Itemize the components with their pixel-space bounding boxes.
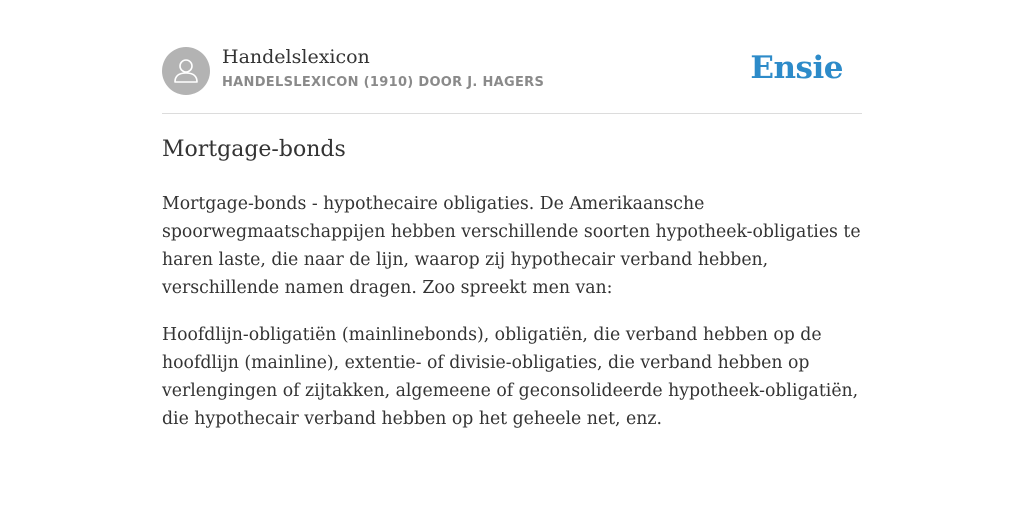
source-label: HANDELSLEXICON (1910) DOOR J. HAGERS (222, 75, 545, 90)
ensie-logo[interactable]: Ensie (750, 50, 843, 86)
entry-title: Mortgage-bonds (162, 137, 346, 162)
author-name[interactable]: Handelslexicon (222, 46, 370, 68)
entry-card (162, 0, 862, 429)
user-silhouette-icon (162, 47, 210, 95)
user-avatar-icon[interactable] (162, 47, 210, 95)
entry-paragraph: Mortgage-bonds - hypothecaire obligaties. De Amerikaansche spoorwegmaatschappijen hebben verschillende soorten hypotheek-obligaties te haren laste, die naar de lijn, waarop zij hypothecair verband hebben, verschillende namen dragen. Zoo spreekt men van: (162, 194, 861, 298)
entry-body (162, 190, 862, 452)
entry-header (162, 0, 862, 114)
entry-paragraph: Hoofdlijn-obligatiën (mainlinebonds), obligatiën, die verband hebben op de hoofdlijn (mainline), extentie- of divisie-obligaties, die verband hebben op verlengingen of zijtakken, algemeene of geconsolideerde hypotheek-obligatiën, die hypothecair verband hebben op het geheele net, enz. (162, 325, 859, 429)
